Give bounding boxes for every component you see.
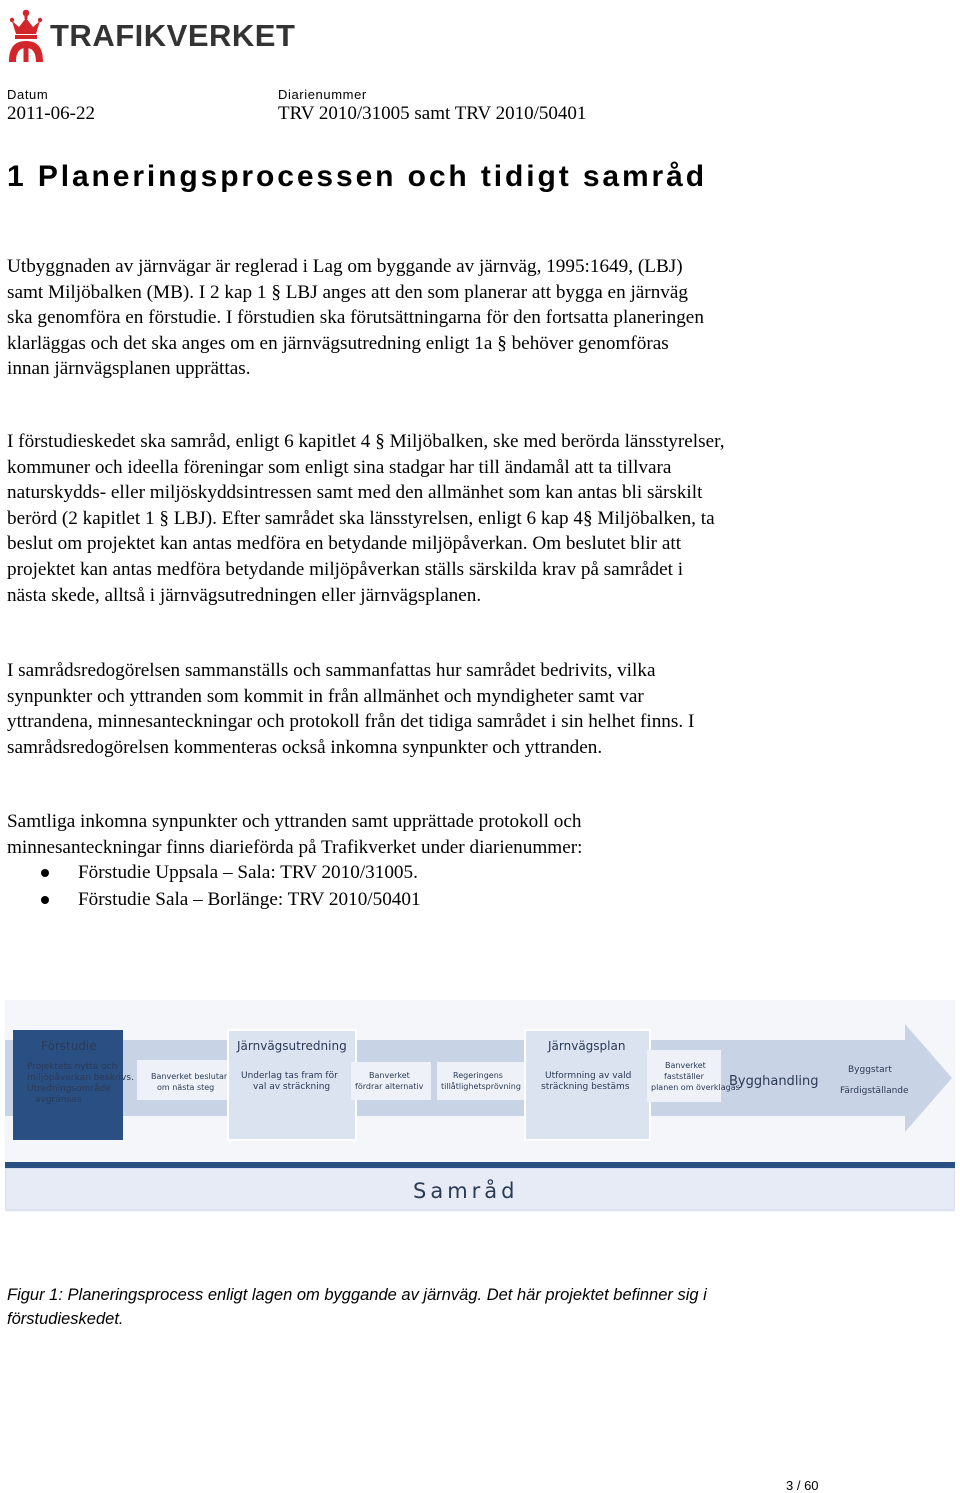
stage-jvu-title: Järnvägsutredning [237,1039,347,1053]
paragraph-1: Utbyggnaden av järnvägar är reglerad i Lag om byggande av järnväg, 1995:1649, (LBJ) samt Miljöbalken (MB). I 2 kap 1 § LBJ anges att den som planerar att bygga en järnväg ska genomföra en förstudie. I förstudien ska förutsättningarna för den fortsatta planeringen klarläggas och det ska anges om en järnvägsutredning enligt 1a § behöver genomföras innan järnvägsplanen upprättas. [7,256,704,380]
stage-bygghandling: Bygghandling [729,1074,819,1089]
logo-text: TRAFIKVERKET [50,17,296,53]
section-heading: 1 Planeringsprocessen och tidigt samråd [7,160,707,193]
jvp-line: sträckning bestäms [541,1082,630,1092]
jvu-line: Underlag tas fram för [241,1071,338,1081]
list-item [0,859,421,886]
paragraph-4: Samtliga inkomna synpunkter och yttranden samt upprättade protokoll och minnesanteckningar finns diarieförda på Trafikverket under diarienummer: [7,811,583,858]
jvp-line: Utformning av vald [545,1071,632,1081]
jvu-line: val av sträckning [253,1082,331,1092]
final-text: Färdigställande [840,1086,909,1096]
decision-text: Regeringens [453,1071,503,1080]
paragraph-2: I förstudieskedet ska samråd, enligt 6 kapitlet 4 § Miljöbalken, ske med berörda länsstyrelser, kommuner och ideella föreningar som enligt sina stadgar har till ändamål att ta tillvara naturskydds- eller miljöskyddsintressen samt med den allmänhet som kan antas bli särskilt berörd (2 kapitlet 1 § LBJ). Efter samrådet ska länsstyrelsen, enligt 6 kap 4§ Miljöbalken, ta beslut om projektet kan antas medföra en betydande miljöpåverkan. Om beslutet blir att projektet kan antas medföra betydande miljöpåverkan ställs särskilda krav på samrådet i nästa skede, alltså i järnvägsutredningen eller järnvägsplanen. [7,431,725,606]
decision-text: fördrar alternativ [355,1082,424,1091]
diarie-label: Diarienummer [278,87,367,102]
diarie-bullet-list [0,859,421,913]
decision-box [437,1062,527,1100]
forstudie-line: Projektets nytta och [27,1062,118,1072]
decision-box [351,1062,431,1100]
decision-text: Banverket [665,1061,706,1070]
process-figure [5,1000,955,1212]
samrad-label: Samråd [413,1179,519,1203]
date-value: 2011-06-22 [7,103,95,124]
decision-text: Banverket beslutar [151,1072,228,1081]
decision-text: tillåtlighetsprövning [441,1082,521,1091]
forstudie-line: avgränsas [35,1095,82,1105]
date-label: Datum [7,87,49,102]
planning-process-diagram [5,1000,955,1217]
decision-text: om nästa steg [157,1083,215,1092]
samrad-top-line [5,1162,955,1168]
decision-text: Banverket [369,1071,410,1080]
bullet-icon [41,869,49,877]
page-number: 3 / 60 [786,1478,819,1493]
figure-caption: Figur 1: Planeringsprocess enligt lagen om byggande av järnväg. Det här projektet befinner sig i förstudieskedet. [7,1286,707,1328]
bullet-text: Förstudie Sala – Borlänge: TRV 2010/50401 [78,889,421,910]
forstudie-line: miljöpåverkan beskrivs. [27,1073,134,1083]
decision-text: fastställer [664,1072,704,1081]
decision-text: planen om överklagas [651,1083,740,1092]
stage-jvp-title: Järnvägsplan [548,1039,626,1053]
forstudie-line: Utredningsområde [27,1084,111,1094]
bullet-icon [41,896,49,904]
crown-logo-icon [6,8,46,62]
list-item [0,886,421,913]
paragraph-3: I samrådsredogörelsen sammanställs och sammanfattas hur samrådet bedrivits, vilka synpunkter och yttranden som kommit in från allmänhet och myndigheter samt var yttrandena, minnesanteckningar och protokoll från det tidiga samrådet i sin helhet finns. I samrådsredogörelsen kommenteras också inkomna synpunkter och yttranden. [7,660,695,758]
trafikverket-logo [6,8,295,62]
bullet-text: Förstudie Uppsala – Sala: TRV 2010/31005. [78,862,418,883]
stage-forstudie-title: Förstudie [41,1039,97,1053]
diarie-value: TRV 2010/31005 samt TRV 2010/50401 [278,103,587,124]
final-text: Byggstart [848,1065,892,1075]
